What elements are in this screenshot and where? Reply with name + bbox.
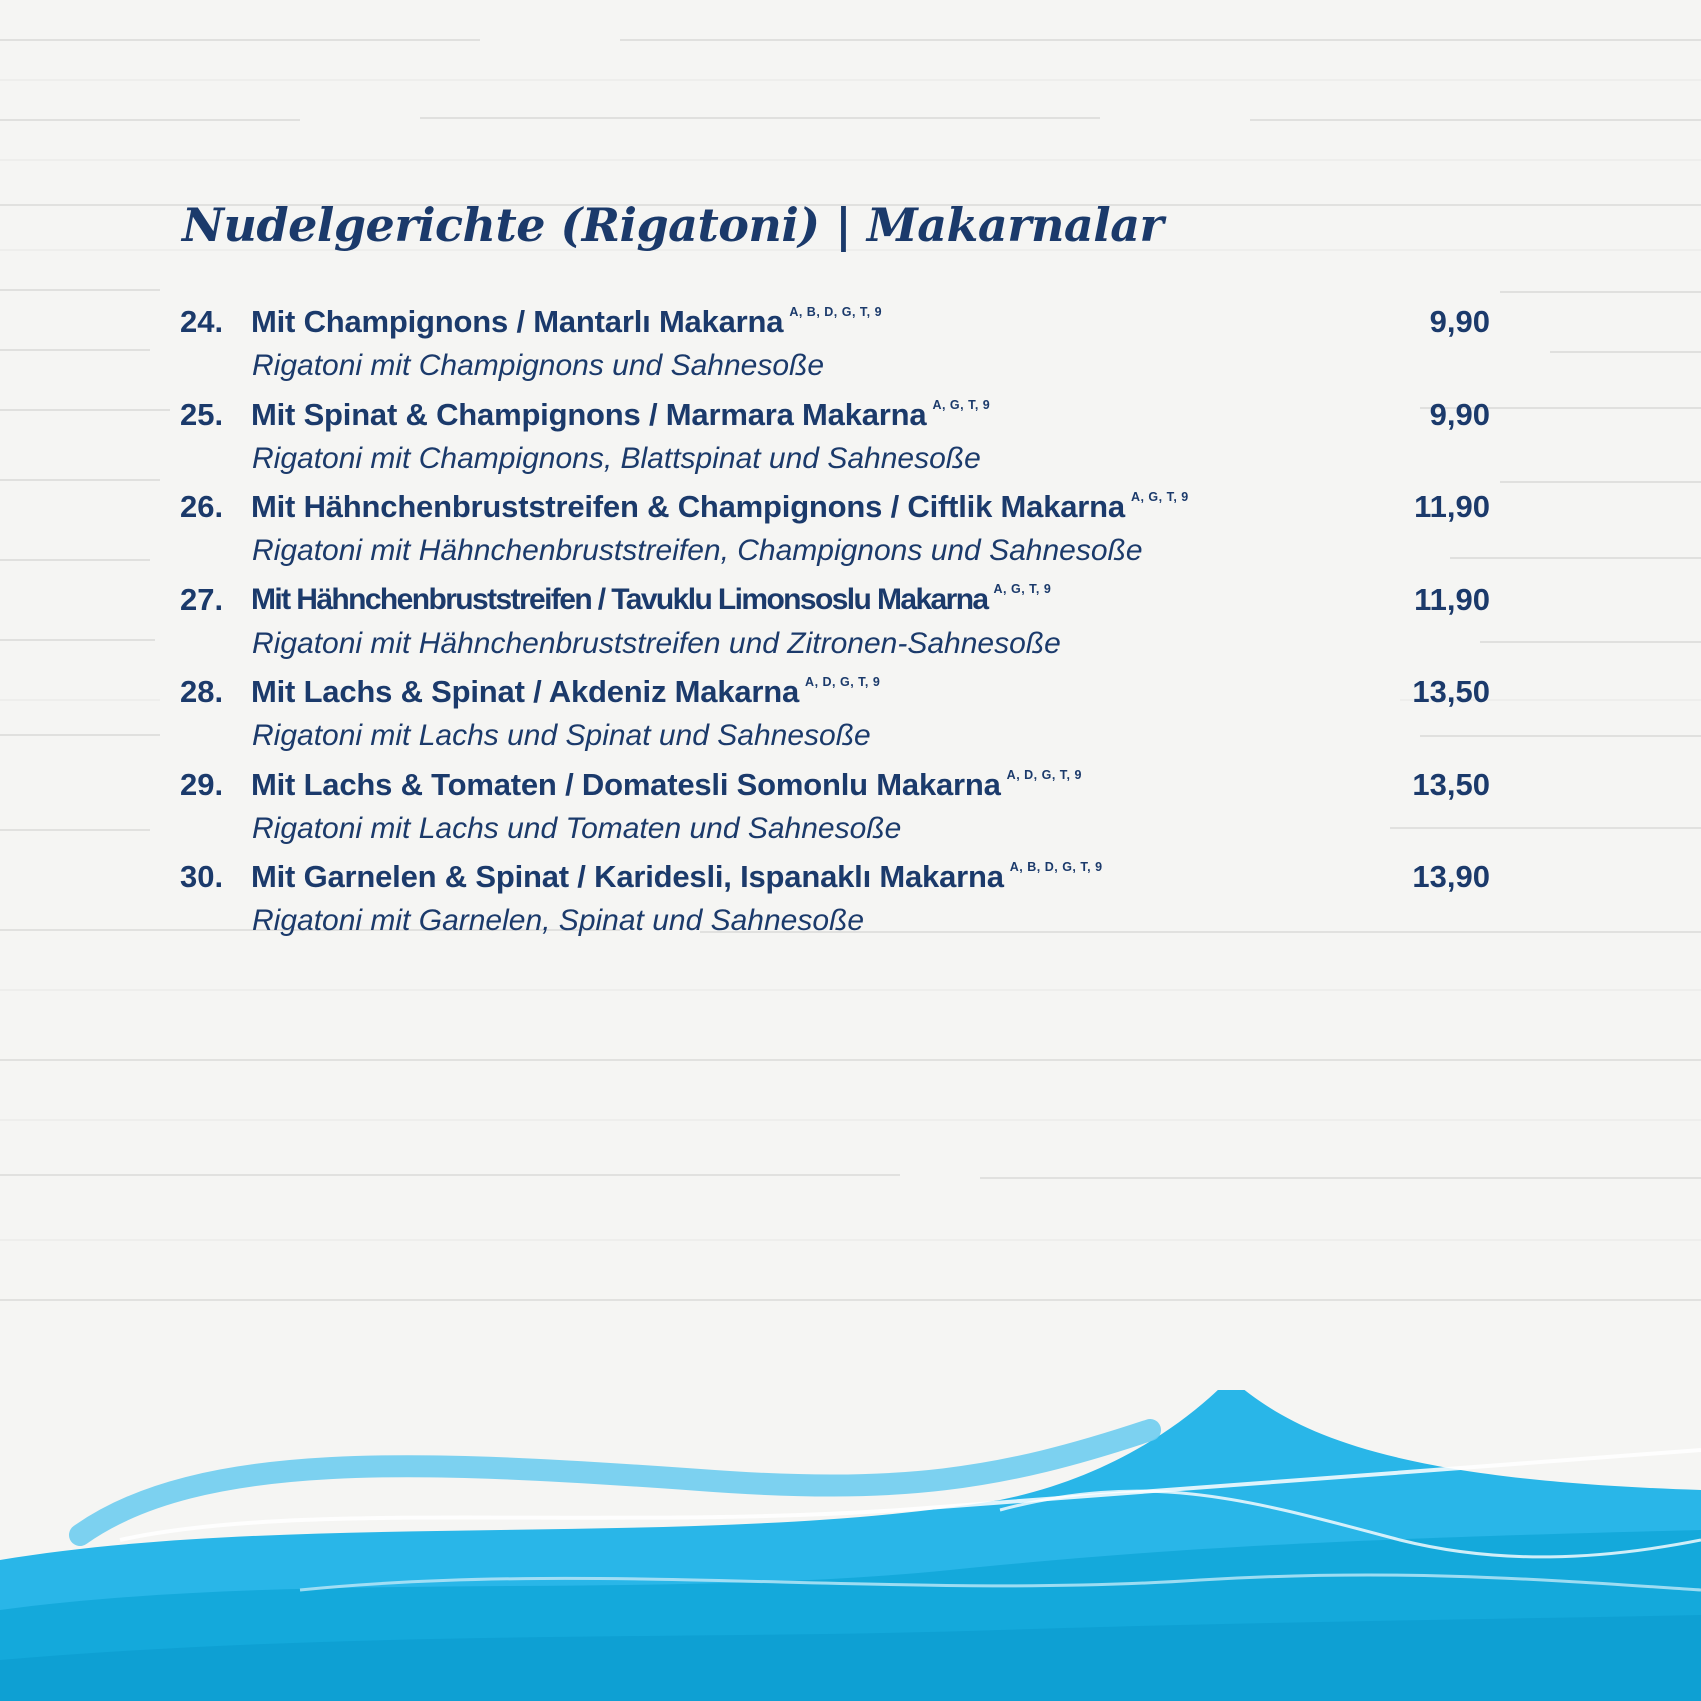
item-description: Rigatoni mit Hähnchenbruststreifen, Champignons und Sahnesoße [252, 534, 1143, 567]
item-allergens: A, G, T, 9 [993, 581, 1052, 596]
item-name-text: Mit Champignons / Mantarlı Makarna [251, 304, 784, 339]
item-price: 11,90 [1414, 489, 1490, 524]
menu-item [180, 767, 1490, 860]
item-name [251, 304, 882, 340]
item-description: Rigatoni mit Lachs und Tomaten und Sahnesoße [252, 811, 902, 845]
item-name [251, 397, 990, 433]
item-number: 28. [180, 674, 224, 709]
item-allergens: A, G, T, 9 [932, 397, 991, 412]
menu-list [180, 304, 1490, 952]
item-price: 13,50 [1412, 674, 1490, 709]
item-description: Rigatoni mit Champignons und Sahnesoße [252, 349, 825, 382]
item-name-text: Mit Spinat & Champignons / Marmara Makarna [251, 396, 927, 432]
item-number: 25. [180, 396, 224, 432]
menu-item [180, 582, 1490, 675]
item-price: 13,90 [1412, 859, 1490, 894]
item-number: 24. [180, 304, 224, 339]
item-description: Rigatoni mit Lachs und Spinat und Sahnesoße [252, 719, 871, 752]
item-description: Rigatoni mit Hähnchenbruststreifen und Zitronen-Sahnesoße [252, 626, 1061, 660]
item-allergens: A, G, T, 9 [1130, 490, 1189, 504]
menu-item [180, 674, 1490, 767]
page-title: Nudelgerichte (Rigatoni) | Makarnalar [182, 198, 1164, 252]
menu-item [180, 304, 1490, 397]
item-name-text: Mit Lachs & Tomaten / Domatesli Somonlu Makarna [251, 766, 1001, 802]
item-number: 27. [180, 581, 224, 617]
item-number: 30. [180, 859, 224, 894]
menu-item [180, 489, 1490, 582]
item-name-text: Mit Garnelen & Spinat / Karidesli, Ispanaklı Makarna [251, 859, 1004, 894]
item-allergens: A, D, G, T, 9 [1006, 767, 1082, 782]
item-description: Rigatoni mit Champignons, Blattspinat und Sahnesoße [252, 441, 981, 475]
item-name [251, 582, 1051, 617]
item-price: 11,90 [1414, 581, 1490, 617]
item-allergens: A, B, D, G, T, 9 [1009, 860, 1103, 874]
item-name-text: Mit Hähnchenbruststreifen & Champignons / Ciftlik Makarna [251, 489, 1125, 524]
item-name-text: Mit Lachs & Spinat / Akdeniz Makarna [251, 674, 800, 709]
item-price: 9,90 [1429, 396, 1490, 432]
item-description: Rigatoni mit Garnelen, Spinat und Sahnesoße [252, 904, 865, 937]
menu-item [180, 397, 1490, 490]
item-number: 29. [180, 766, 224, 802]
item-number: 26. [180, 489, 224, 524]
item-price: 13,50 [1412, 766, 1490, 802]
item-name [251, 859, 1103, 895]
item-name [251, 767, 1082, 803]
item-name [251, 489, 1189, 525]
wave-decoration [0, 1390, 1701, 1701]
item-price: 9,90 [1429, 304, 1490, 339]
item-name-text: Mit Hähnchenbruststreifen / Tavuklu Limonsoslu Makarna [251, 582, 988, 616]
item-name [251, 674, 880, 710]
menu-item [180, 859, 1490, 952]
item-allergens: A, B, D, G, T, 9 [789, 305, 883, 319]
item-allergens: A, D, G, T, 9 [805, 675, 881, 689]
